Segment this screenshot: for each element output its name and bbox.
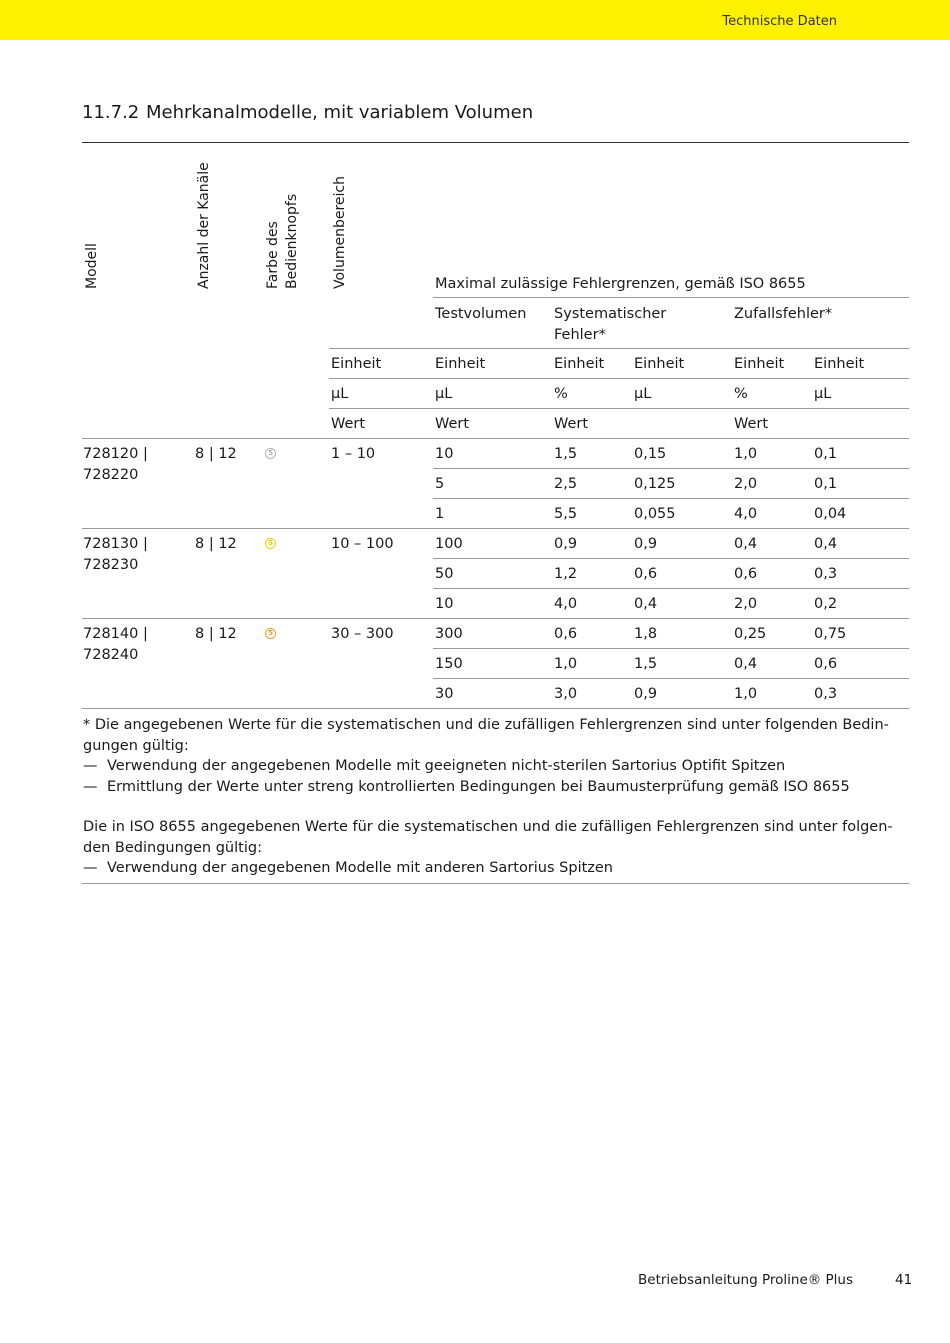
table-cell: 0,9 (634, 536, 658, 552)
table-cell: 1,0 (734, 446, 758, 462)
unit-label: % (554, 386, 568, 402)
note-paragraph-1 (83, 715, 909, 756)
wert-label: Wert (734, 416, 769, 432)
notes-bottom-rule (82, 883, 909, 884)
table-cell: 2,0 (734, 476, 758, 492)
dash-bullet: — (83, 758, 98, 774)
row-rule (433, 498, 909, 499)
volume-range: 30 – 300 (331, 626, 394, 642)
einheit-label: Einheit (814, 356, 865, 372)
volume-range: 10 – 100 (331, 536, 394, 552)
row-rule (433, 648, 909, 649)
note-list-item (83, 858, 909, 879)
table-cell: 0,6 (814, 656, 838, 672)
table-cell: 1,0 (734, 686, 758, 702)
sub-header-systematisch: Systematischer (554, 306, 667, 322)
table-cell: 3,0 (554, 686, 578, 702)
note-text: * Die angegebenen Werte für die systematischen und die zufälligen Fehlergrenzen sind unter folgenden Bedin- (83, 717, 889, 733)
table-cell: 0,4 (634, 596, 658, 612)
table-cell: 2,5 (554, 476, 578, 492)
table-cell: 0,15 (634, 446, 667, 462)
table-cell: 4,0 (554, 596, 578, 612)
sub-header-testvolumen: Testvolumen (435, 306, 527, 322)
col-header-anzahl: Anzahl der Kanäle (196, 162, 212, 289)
model-number: 728140 | (83, 626, 148, 642)
model-number: 728230 (83, 557, 139, 573)
wert-label: Wert (435, 416, 470, 432)
channel-count: 8 | 12 (195, 626, 237, 642)
model-number: 728240 (83, 647, 139, 663)
unit-label: µL (634, 386, 652, 402)
table-cell: 100 (435, 536, 463, 552)
section-heading: Mehrkanalmodelle, mit variablem Volumen (146, 102, 534, 123)
channel-count: 8 | 12 (195, 536, 237, 552)
unit-label: µL (435, 386, 453, 402)
table-cell: 1,2 (554, 566, 578, 582)
group-rule (82, 708, 909, 709)
table-cell: 300 (435, 626, 463, 642)
unit-label: µL (814, 386, 832, 402)
knob-color-icon: 5 (265, 628, 276, 639)
wert-label: Wert (331, 416, 366, 432)
table-cell: 1 (435, 506, 445, 522)
einheit-label: Einheit (331, 356, 382, 372)
table-cell: 4,0 (734, 506, 758, 522)
table-cell: 1,0 (554, 656, 578, 672)
unit-label: % (734, 386, 748, 402)
knob-color-icon: 5 (265, 538, 276, 549)
volume-range: 1 – 10 (331, 446, 376, 462)
table-cell: 0,4 (814, 536, 838, 552)
table-cell: 0,1 (814, 446, 838, 462)
table-cell: 10 (435, 446, 454, 462)
rule (82, 438, 909, 439)
col-header-farbe: Bedienknopfs (284, 193, 300, 289)
col-header-modell: Modell (84, 243, 100, 289)
page-number: 41 (895, 1272, 913, 1288)
section-number: 11.7.2 (82, 102, 140, 123)
note-paragraph-2 (83, 817, 909, 858)
footer-doc-title: Betriebsanleitung Proline® Plus (638, 1272, 854, 1288)
group-rule (82, 528, 909, 529)
rule (433, 297, 909, 298)
table-cell: 5,5 (554, 506, 578, 522)
channel-count: 8 | 12 (195, 446, 237, 462)
row-rule (433, 588, 909, 589)
note-list-item (83, 777, 909, 798)
table-cell: 0,055 (634, 506, 676, 522)
einheit-label: Einheit (435, 356, 486, 372)
table-top-rule (82, 142, 909, 143)
rule (329, 408, 909, 409)
table-cell: 0,9 (554, 536, 578, 552)
wert-label: Wert (554, 416, 589, 432)
table-cell: 0,3 (814, 566, 838, 582)
group-header: Maximal zulässige Fehlergrenzen, gemäß ISO 8655 (435, 276, 806, 292)
table-cell: 150 (435, 656, 463, 672)
col-header-farbe: Farbe des (265, 221, 281, 289)
table-cell: 1,5 (634, 656, 658, 672)
table-cell: 50 (435, 566, 454, 582)
section-title: Technische Daten (722, 14, 837, 29)
sub-header-zufall: Zufallsfehler* (734, 306, 833, 322)
col-header-volumen: Volumenbereich (332, 176, 348, 289)
table-cell: 2,0 (734, 596, 758, 612)
einheit-label: Einheit (734, 356, 785, 372)
group-rule (82, 618, 909, 619)
table-cell: 30 (435, 686, 454, 702)
note-text: gungen gültig: (83, 737, 189, 754)
table-cell: 0,4 (734, 656, 758, 672)
note-text: Ermittlung der Werte unter streng kontrollierten Bedingungen bei Baumusterprüfung gemäß ISO 8655 (107, 778, 850, 795)
table-cell: 0,2 (814, 596, 838, 612)
model-number: 728220 (83, 467, 139, 483)
table-cell: 0,6 (734, 566, 758, 582)
table-cell: 1,8 (634, 626, 658, 642)
note-list-item (83, 756, 909, 777)
sub-header-systematisch: Fehler* (554, 327, 606, 343)
table-cell: 0,6 (634, 566, 658, 582)
table-cell: 0,6 (554, 626, 578, 642)
table-cell: 1,5 (554, 446, 578, 462)
rule (329, 348, 909, 349)
table-cell: 10 (435, 596, 454, 612)
note-text: Verwendung der angegebenen Modelle mit anderen Sartorius Spitzen (107, 860, 613, 876)
unit-label: µL (331, 386, 349, 402)
page-title (82, 102, 533, 123)
table-cell: 0,9 (634, 686, 658, 702)
einheit-label: Einheit (554, 356, 605, 372)
rule (329, 378, 909, 379)
table-cell: 0,125 (634, 476, 676, 492)
row-rule (433, 678, 909, 679)
dash-bullet: — (83, 778, 98, 795)
row-rule (433, 558, 909, 559)
row-rule (433, 468, 909, 469)
table-cell: 0,75 (814, 626, 847, 642)
model-number: 728130 | (83, 536, 148, 552)
table-cell: 5 (435, 476, 445, 492)
table-cell: 0,1 (814, 476, 838, 492)
note-text: den Bedingungen gültig: (83, 839, 262, 856)
header-bar (0, 0, 950, 40)
table-cell: 0,4 (734, 536, 758, 552)
dash-bullet: — (83, 860, 98, 876)
table-cell: 0,3 (814, 686, 838, 702)
note-text: Die in ISO 8655 angegebenen Werte für die systematischen und die zufälligen Fehlergrenzen sind unter folgen- (83, 819, 893, 835)
footnotes (83, 715, 909, 879)
knob-color-icon: 5 (265, 448, 276, 459)
model-number: 728120 | (83, 446, 148, 462)
table-cell: 0,04 (814, 506, 847, 522)
note-text: Verwendung der angegebenen Modelle mit geeigneten nicht-sterilen Sartorius Optifit Spitzen (107, 758, 786, 774)
table-cell: 0,25 (734, 626, 767, 642)
einheit-label: Einheit (634, 356, 685, 372)
